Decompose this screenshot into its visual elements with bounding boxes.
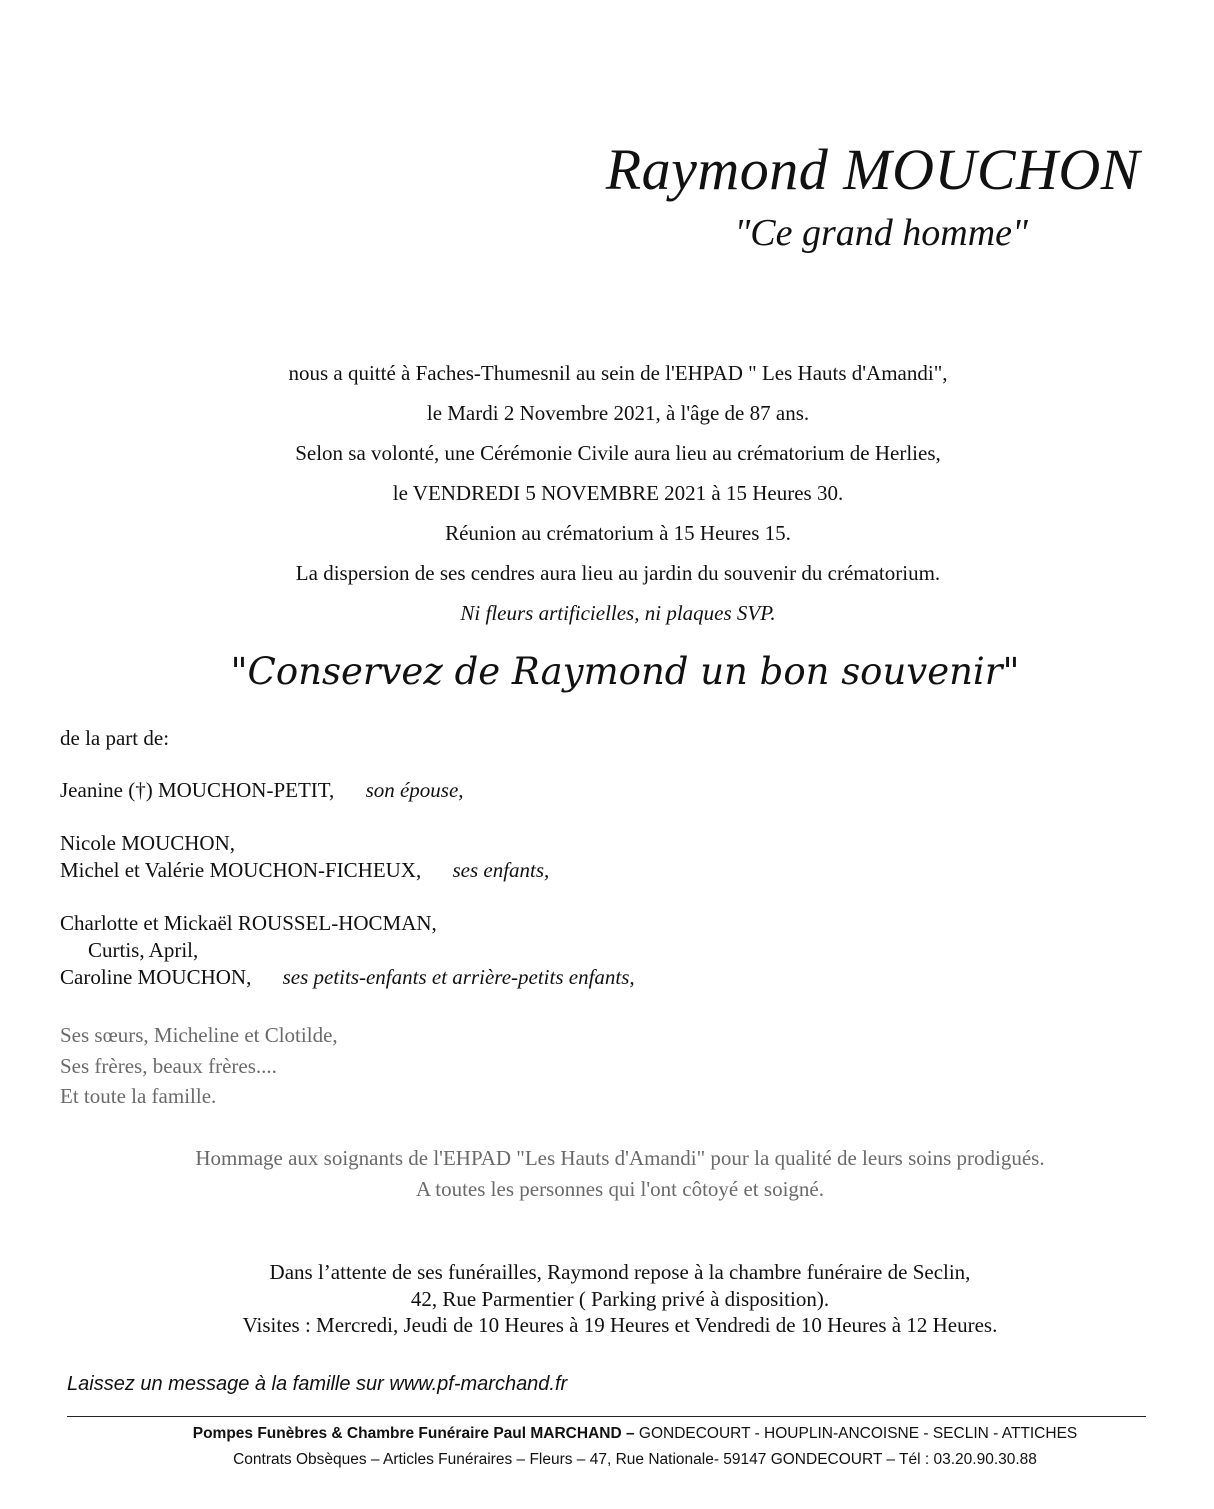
children-entry bbox=[60, 858, 549, 883]
footer-company-line bbox=[0, 1425, 1214, 1443]
grandchild-name: Curtis, April, bbox=[88, 938, 199, 962]
announcement-line: Selon sa volonté, une Cérémonie Civile aura lieu au crématorium de Herlies, bbox=[295, 441, 941, 465]
grandchildren-role: ses petits-enfants et arrière-petits enfants, bbox=[282, 965, 635, 989]
spouse-entry bbox=[60, 778, 464, 803]
deceased-name: Raymond MOUCHON bbox=[605, 137, 1140, 202]
flowers-note: Ni fleurs artificielles, ni plaques SVP. bbox=[460, 601, 776, 625]
child-name: Nicole MOUCHON, bbox=[60, 831, 235, 855]
visit-line: Dans l’attente de ses funérailles, Raymond repose à la chambre funéraire de Seclin, bbox=[269, 1260, 971, 1284]
announcement-line: le VENDREDI 5 NOVEMBRE 2021 à 15 Heures 30. bbox=[392, 481, 844, 505]
relatives-line: Et toute la famille. bbox=[60, 1084, 217, 1108]
footer-services: Contrats Obsèques – Articles Funéraires – Fleurs – 47, Rue Nationale- 59147 GONDECOURT – Tél : 03.20.90.30.88 bbox=[233, 1451, 1037, 1468]
grandchild-name: Charlotte et Mickaël ROUSSEL-HOCMAN, bbox=[60, 911, 437, 935]
spouse-name: Jeanine (†) MOUCHON-PETIT, bbox=[60, 778, 335, 802]
announcement-line: Réunion au crématorium à 15 Heures 15. bbox=[445, 521, 791, 545]
children-role: ses enfants, bbox=[452, 858, 550, 882]
announcement-line: La dispersion de ses cendres aura lieu au jardin du souvenir du crématorium. bbox=[295, 561, 941, 585]
tribute-line: A toutes les personnes qui l'ont côtoyé et soigné. bbox=[416, 1177, 824, 1201]
grandchildren-entry bbox=[60, 965, 635, 990]
announcement-line: le Mardi 2 Novembre 2021, à l'âge de 87 ans. bbox=[426, 401, 810, 425]
visit-line: 42, Rue Parmentier ( Parking privé à disposition). bbox=[410, 1287, 830, 1311]
spouse-role: son épouse, bbox=[365, 778, 464, 802]
message-link[interactable]: Laissez un message à la famille sur www.pf-marchand.fr bbox=[67, 1373, 568, 1395]
subtitle: "Ce grand homme" bbox=[734, 212, 1028, 254]
memorial-quote: "Conservez de Raymond un bon souvenir" bbox=[230, 650, 1020, 693]
relatives-line: Ses frères, beaux frères.... bbox=[60, 1054, 277, 1078]
footer-divider bbox=[67, 1416, 1146, 1417]
grandchild-name: Caroline MOUCHON, bbox=[60, 965, 252, 989]
relatives-line: Ses sœurs, Micheline et Clotilde, bbox=[60, 1023, 338, 1047]
company-name: Pompes Funèbres & Chambre Funéraire Paul MARCHAND – bbox=[192, 1425, 635, 1442]
announcement-line: nous a quitté à Faches-Thumesnil au sein de l'EHPAD " Les Hauts d'Amandi", bbox=[288, 361, 948, 385]
child-name: Michel et Valérie MOUCHON-FICHEUX, bbox=[60, 858, 422, 882]
tribute-line: Hommage aux soignants de l'EHPAD "Les Hauts d'Amandi" pour la qualité de leurs soins prodigués. bbox=[195, 1146, 1045, 1170]
visit-line: Visites : Mercredi, Jeudi de 10 Heures à 19 Heures et Vendredi de 10 Heures à 12 Heures. bbox=[242, 1313, 998, 1337]
family-intro: de la part de: bbox=[60, 726, 170, 750]
company-locations: GONDECOURT - HOUPLIN-ANCOISNE - SECLIN - ATTICHES bbox=[634, 1425, 1078, 1442]
